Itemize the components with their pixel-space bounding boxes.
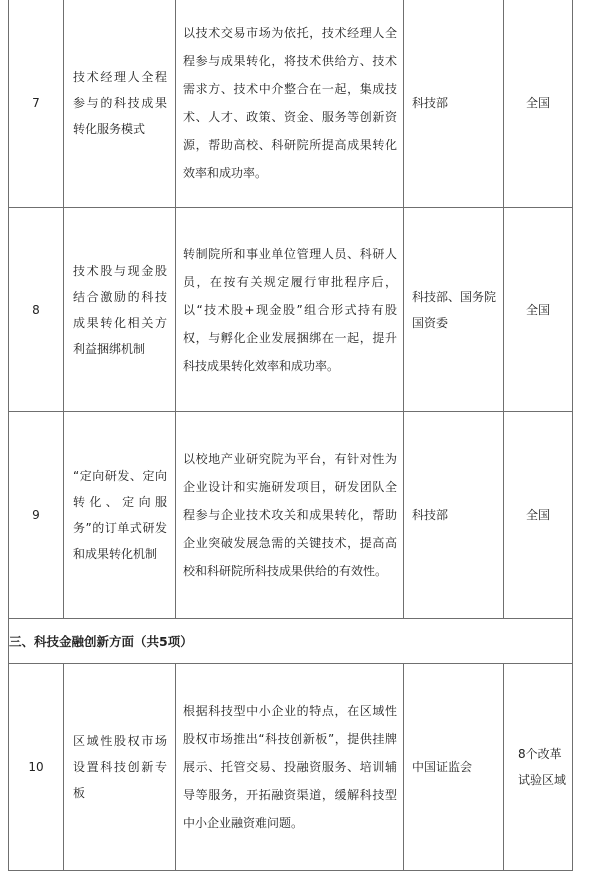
measure-description: 以技术交易市场为依托，技术经理人全程参与成果转化，将技术供给方、技术需求方、技术中介整合在一起，集成技术、人才、政策、资金、服务等创新资源，帮助高校、科研院所提高成果转化效率和成功率。 (183, 26, 397, 180)
row-number: 8 (9, 208, 64, 412)
row-number: 10 (9, 664, 64, 871)
measure-name: “定向研发、定向转化、定向服务”的订单式研发和成果转化机制 (73, 469, 167, 561)
section-title: 三、科技金融创新方面（共5项） (9, 619, 573, 664)
measure-description-cell (176, 0, 404, 208)
department: 中国证监会 (412, 760, 473, 774)
section-header-row (9, 619, 573, 664)
scope-cell (504, 412, 573, 619)
measure-description-cell (176, 664, 404, 871)
table-row (9, 412, 573, 619)
measure-name-cell (64, 412, 176, 619)
scope: 8个改革试验区域 (518, 747, 567, 787)
measure-description-cell (176, 412, 404, 619)
measure-name-cell (64, 0, 176, 208)
measure-description: 转制院所和事业单位管理人员、科研人员，在按有关规定履行审批程序后，以“技术股+现金股”组合形式持有股权，与孵化企业发展捆绑在一起，提升科技成果转化效率和成功率。 (183, 246, 397, 373)
department-cell (404, 664, 504, 871)
department: 科技部 (412, 96, 449, 110)
measure-name-cell (64, 664, 176, 871)
department: 科技部 (412, 508, 449, 522)
table-row (9, 664, 573, 871)
row-number: 7 (9, 0, 64, 208)
reform-measures-table (8, 0, 573, 871)
table-row (9, 0, 573, 208)
department-cell (404, 412, 504, 619)
measure-name-cell (64, 208, 176, 412)
measure-description: 以校地产业研究院为平台，有针对性为企业设计和实施研发项目，研发团队全程参与企业技术攻关和成果转化，帮助企业突破发展急需的关键技术，提高高校和科研院所科技成果供给的有效性。 (183, 452, 397, 578)
scope-cell (504, 208, 573, 412)
scope-cell (504, 0, 573, 208)
department-cell (404, 0, 504, 208)
measure-description: 根据科技型中小企业的特点，在区域性股权市场推出“科技创新板”，提供挂牌展示、托管交易、投融资服务、培训辅导等服务，开拓融资渠道，缓解科技型中小企业融资难问题。 (183, 704, 397, 830)
department: 科技部、国务院国资委 (412, 289, 497, 330)
scope: 全国 (525, 96, 550, 110)
measure-name: 技术股与现金股结合激励的科技成果转化相关方利益捆绑机制 (73, 263, 167, 356)
measure-description-cell (176, 208, 404, 412)
measure-name: 技术经理人全程参与的科技成果转化服务模式 (73, 70, 167, 136)
scope: 全国 (525, 302, 550, 317)
scope-cell (504, 664, 573, 871)
table-row (9, 208, 573, 412)
scope: 全国 (525, 508, 550, 522)
department-cell (404, 208, 504, 412)
row-number: 9 (9, 412, 64, 619)
measure-name: 区域性股权市场设置科技创新专板 (73, 734, 167, 800)
